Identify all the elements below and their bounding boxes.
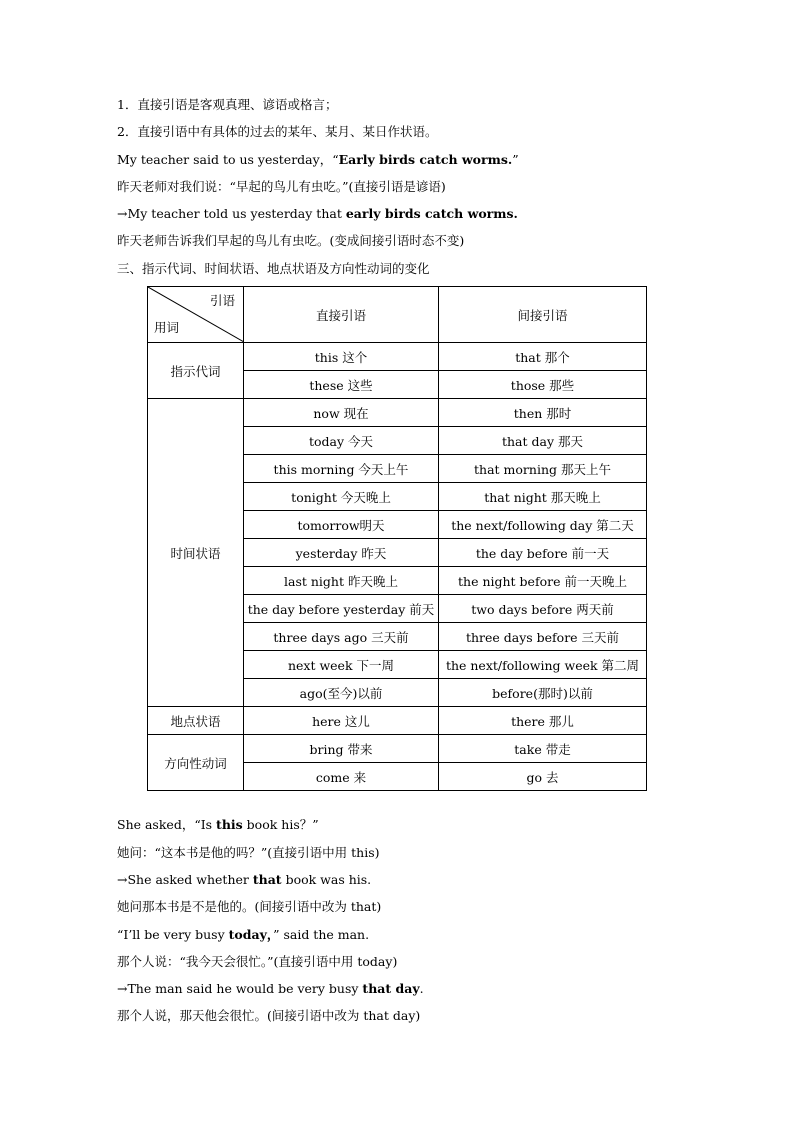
direct-cell: last night 昨天晚上	[244, 567, 439, 595]
header-direct: 直接引语	[244, 287, 439, 343]
example1-direct: My teacher said to us yesterday，“Early birds catch worms.”	[117, 152, 519, 167]
indirect-cell: that night 那天晚上	[439, 483, 647, 511]
example3-indirect-zh: 那个人说，那天他会很忙。(间接引语中改为 that day)	[117, 1008, 421, 1023]
indirect-cell: those 那些	[439, 371, 647, 399]
corner-bottom-label: 用词	[154, 320, 180, 335]
header-indirect: 间接引语	[439, 287, 647, 343]
direct-cell: come 来	[244, 763, 439, 791]
conversion-table	[147, 286, 647, 791]
direct-cell: this morning 今天上午	[244, 455, 439, 483]
direct-cell: three days ago 三天前	[244, 623, 439, 651]
direct-cell: these 这些	[244, 371, 439, 399]
example3-direct: “I’ll be very busy today，” said the man.	[117, 927, 370, 942]
example1-indirect-zh: 昨天老师告诉我们早起的鸟儿有虫吃。(变成间接引语时态不变)	[117, 233, 465, 248]
indirect-cell: take 带走	[439, 735, 647, 763]
corner-top-label: 引语	[209, 293, 235, 308]
example2-direct-zh: 她问：“这本书是他的吗？”(直接引语中用 this)	[117, 845, 380, 860]
indirect-cell: then 那时	[439, 399, 647, 427]
indirect-cell: the day before 前一天	[439, 539, 647, 567]
direct-cell: today 今天	[244, 427, 439, 455]
indirect-cell: that 那个	[439, 343, 647, 371]
example2-indirect: →She asked whether that book was his.	[117, 872, 372, 887]
example3-direct-zh: 那个人说：“我今天会很忙。”(直接引语中用 today)	[117, 954, 398, 969]
example1-direct-zh: 昨天老师对我们说：“早起的鸟儿有虫吃。”(直接引语是谚语)	[117, 179, 446, 194]
direct-cell: ago(至今)以前	[244, 679, 439, 707]
section-title: 三、指示代词、时间状语、地点状语及方向性动词的变化	[117, 261, 430, 276]
example2-direct: She asked，“Is this book his？”	[117, 817, 319, 832]
direct-cell: tonight 今天晚上	[244, 483, 439, 511]
indirect-cell: two days before 两天前	[439, 595, 647, 623]
indirect-cell: before(那时)以前	[439, 679, 647, 707]
category-cell: 地点状语	[148, 707, 244, 735]
indirect-cell: the next/following day 第二天	[439, 511, 647, 539]
example3-indirect: →The man said he would be very busy that day.	[117, 981, 424, 996]
direct-cell: next week 下一周	[244, 651, 439, 679]
direct-cell: yesterday 昨天	[244, 539, 439, 567]
direct-cell: tomorrow明天	[244, 511, 439, 539]
direct-cell: now 现在	[244, 399, 439, 427]
indirect-cell: the night before 前一天晚上	[439, 567, 647, 595]
direct-cell: the day before yesterday 前天	[244, 595, 439, 623]
rule-1: 1．直接引语是客观真理、谚语或格言；	[117, 97, 338, 112]
table-row	[148, 735, 647, 763]
table-row	[148, 707, 647, 735]
direct-cell: here 这儿	[244, 707, 439, 735]
table-row	[148, 343, 647, 371]
table-corner-cell	[148, 287, 244, 343]
example2-indirect-zh: 她问那本书是不是他的。(间接引语中改为 that)	[117, 899, 382, 914]
indirect-cell: there 那儿	[439, 707, 647, 735]
table-header-row	[148, 287, 647, 343]
indirect-cell: that morning 那天上午	[439, 455, 647, 483]
category-cell: 指示代词	[148, 343, 244, 399]
indirect-cell: that day 那天	[439, 427, 647, 455]
example1-indirect: →My teacher told us yesterday that early birds catch worms.	[117, 206, 518, 221]
category-cell: 时间状语	[148, 399, 244, 707]
direct-cell: bring 带来	[244, 735, 439, 763]
table-row	[148, 399, 647, 427]
rule-2: 2．直接引语中有具体的过去的某年、某月、某日作状语。	[117, 124, 438, 139]
indirect-cell: three days before 三天前	[439, 623, 647, 651]
indirect-cell: go 去	[439, 763, 647, 791]
category-cell: 方向性动词	[148, 735, 244, 791]
direct-cell: this 这个	[244, 343, 439, 371]
indirect-cell: the next/following week 第二周	[439, 651, 647, 679]
